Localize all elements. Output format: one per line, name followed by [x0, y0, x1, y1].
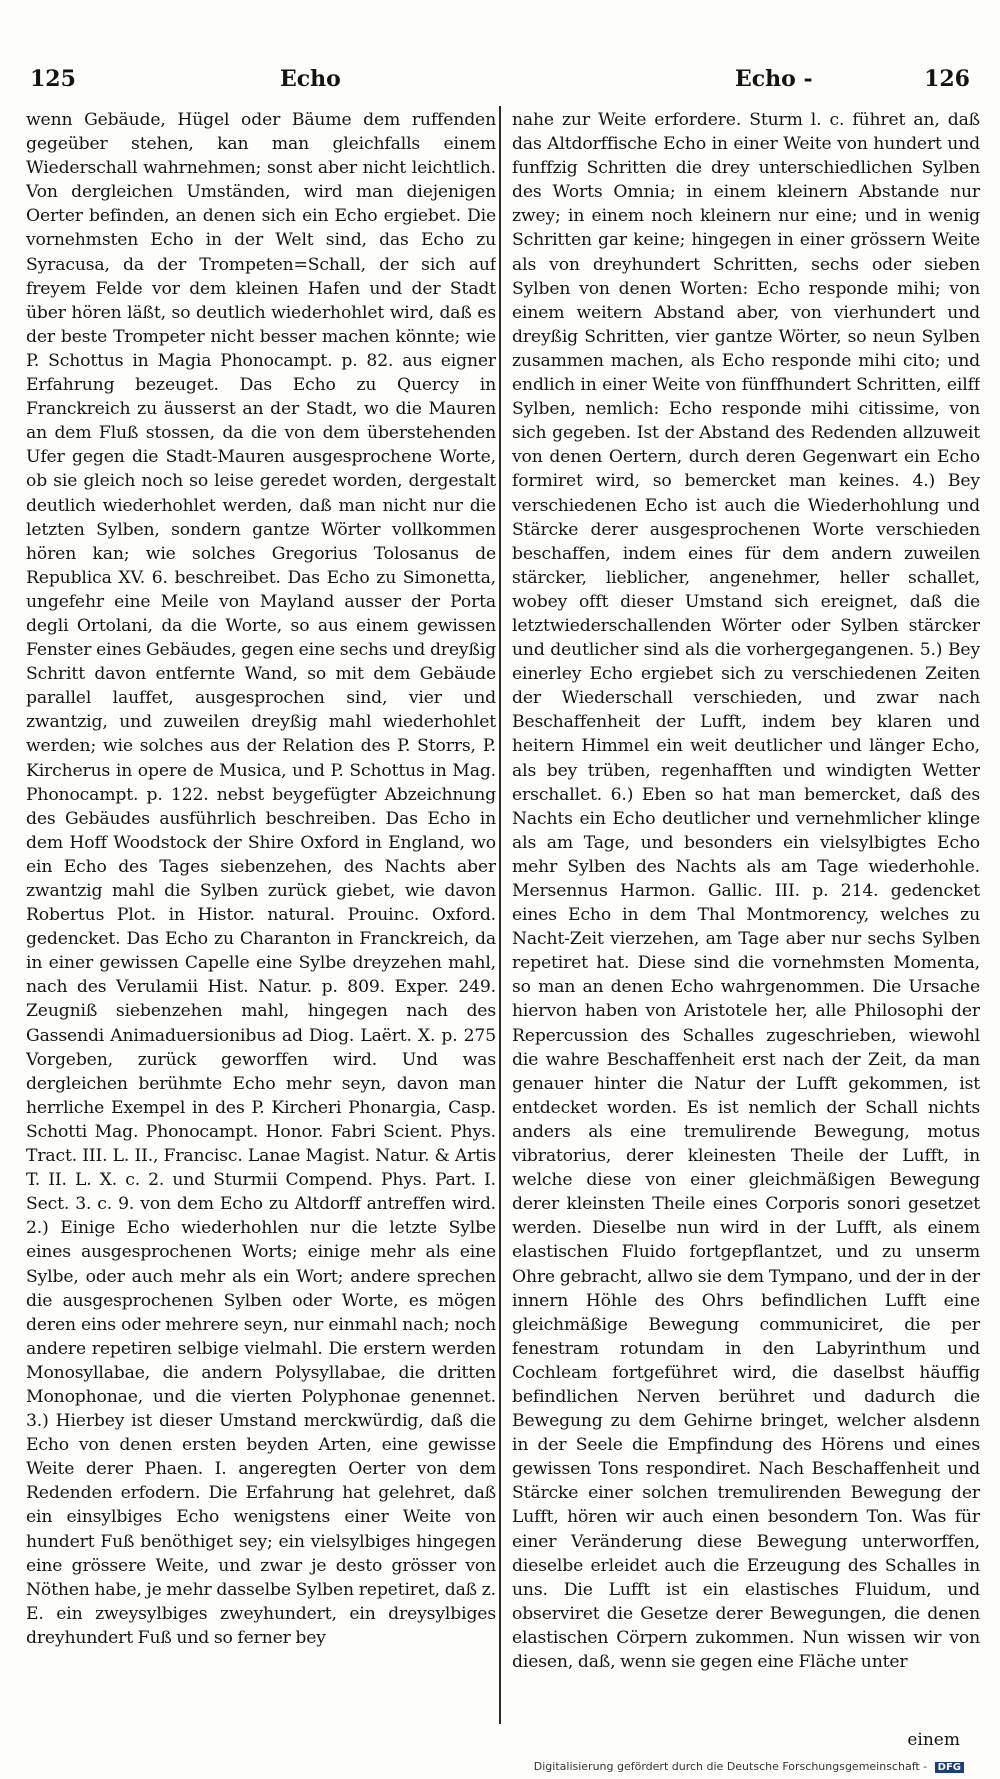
right-column — [512, 108, 980, 1728]
catchword: einem — [907, 1730, 960, 1750]
page-number-right: 126 — [924, 66, 970, 92]
column-divider — [499, 106, 501, 1724]
left-column-text: wenn Gebäude, Hügel oder Bäume dem ruffenden gegeüber stehen, kan man gleichfalls einem Wiederschall wahrnehmen; sonst aber nicht leichtlich. Von dergleichen Umständen, wird man diejenigen Oerter befinden, an denen sich ein Echo ergiebet. Die vornehmsten Echo in der Welt sind, das Echo zu Syracusa, da der Trompeten=Schall, der sich auf freyem Felde vor dem kleinen Hafen und der Stadt über hören läßt, so deutlich wiederhohlet wird, daß es der beste Trompeter nicht besser machen könnte; wie P. Schottus in Magia Phonocampt. p. 82. aus eigner Erfahrung bezeuget. Das Echo zu Quercy in Franckreich zu äusserst an der Stadt, wo die Mauren an dem Fluß stossen, da die von dem überstehenden Ufer gegen die Stadt-Mauren ausgesprochene Worte, ob sie gleich noch so leise geredet worden, dergestalt deutlich wiederhohlet werden, daß man nicht nur die letzten Sylben, sondern gantze Wörter vollkommen hören kan; wie solches Gregorius Tolosanus de Republica XV. 6. beschreibet. Das Echo zu Simonetta, ungefehr eine Meile von Mayland ausser der Porta degli Ortolani, da die Worte, so aus einem gewissen Fenster eines Gebäudes, gegen eine sechs und dreyßig Schritt davon entfernte Wand, so mit dem Gebäude parallel lauffet, ausgesprochen sind, vier und zwantzig, und zuweilen dreyßig mahl wiederhohlet werden; wie solches aus der Relation des P. Storrs, P. Kircherus in opere de Musica, und P. Schottus in Mag. Phonocampt. p. 122. nebst beygefügter Abzeichnung des Gebäudes ausführlich beschreiben. Das Echo in dem Hoff Woodstock der Shire Oxford in England, wo ein Echo des Tages siebenzehen, des Nachts aber zwantzig mahl die Sylben zurück giebet, wie davon Robertus Plot. in Histor. natural. Prouinc. Oxford. gedencket. Das Echo zu Charanton in Franckreich, da in einer gewissen Capelle eine Sylbe dreyzehen mahl, nach des Verulamii Hist. Natur. p. 809. Exper. 249. Zeugniß siebenzehen mahl, hingegen nach des Gassendi Animaduersionibus ad Diog. Laërt. X. p. 275 Vorgeben, zurück geworffen wird. Und was dergleichen berühmte Echo mehr seyn, davon man herrliche Exempel in des P. Kircheri Phonargia, Casp. Schotti Mag. Phonocampt. Honor. Fabri Scient. Phys. Tract. III. L. II., Francisc. Lanae Magist. Natur. & Artis T. II. L. X. c. 2. und Sturmii Compend. Phys. Part. I. Sect. 3. c. 9. von dem Echo zu Altdorff antreffen wird. 2.) Einige Echo wiederhohlen nur die letzte Sylbe eines ausgesprochenen Worts; einige mehr als eine Sylbe, oder auch mehr als ein Wort; andere sprechen die ausgesprochenen Sylben oder Worte, es mögen deren eins oder mehrere seyn, nur einmahl nach; noch andere repetiren selbige vielmahl. Die erstern werden Monosyllabae, die andern Polysyllabae, die dritten Monophonae, und die vierten Polyphonae genennet. 3.) Hierbey ist dieser Umstand merckwürdig, daß die Echo von denen ersten beyden Arten, eine gewisse Weite derer Phaen. I. angeregten Oerter von dem Redenden erfodern. Die Erfahrung hat gelehret, daß ein einsylbiges Echo wenigstens einer Weite von hundert Fuß benöthiget sey; ein vielsylbiges hingegen eine grössere Weite, und zwar je desto grösser von Nöthen habe, je mehr dasselbe Sylben repetiret, daß z. E. ein zweysylbiges zweyhundert, ein dreysylbiges dreyhundert Fuß und so ferner bey — [26, 110, 496, 1648]
page-number-left: 125 — [30, 66, 76, 92]
right-column-text: nahe zur Weite erfordere. Sturm l. c. führet an, daß das Altdorffische Echo in einer Weite von hundert und funffzig Schritten die drey unterschiedlichen Sylben des Worts Omnia; in einem kleinern Abstande nur zwey; in einem noch kleinern nur eine; und in wenig Schritten gar keine; hingegen in einer grössern Weite als von dreyhundert Schritten, sechs oder sieben Sylben von denen Worten: Echo responde mihi; von einem weitern Abstand aber, von vierhundert und dreyßig Schritten, vier gantze Wörter, so neun Sylben zusammen machen, als Echo responde mihi cito; und endlich in einer Weite von fünffhundert Schritten, eilff Sylben, nemlich: Echo responde mihi citissime, von sich gegeben. Ist der Abstand des Redenden allzuweit von denen Oertern, durch deren Gegenwart ein Echo formiret wird, so bemercket man keines. 4.) Bey verschiedenen Echo ist auch die Wiederhohlung und Stärcke derer ausgesprochenen Worte verschieden beschaffen, indem eines für dem andern zuweilen stärcker, lieblicher, angenehmer, heller schallet, wobey offt dieser Umstand sich ereignet, daß die letztwiederschallenden Wörter oder Sylben stärcker und deutlicher sind als die vorhergegangenen. 5.) Bey einerley Echo ergiebet sich zu verschiedenen Zeiten der Wiederschall verschieden, und zwar nach Beschaffenheit der Lufft, indem bey klaren und heitern Himmel ein weit deutlicher und länger Echo, als bey trüben, regenhafften und windigten Wetter erschallet. 6.) Eben so hat man bemercket, daß des Nachts ein Echo deutlicher und vernehmlicher klinge als am Tage, und besonders ein vielsylbigtes Echo mehr Sylben des Nachts als am Tage wiederhohle. Mersennus Harmon. Gallic. III. p. 214. gedencket eines Echo in dem Thal Montmorency, welches zu Nacht-Zeit vierzehen, am Tage aber nur sechs Sylben repetiret hat. Diese sind die vornehmsten Momenta, so man an denen Echo wahrgenommen. Die Ursache hiervon haben von Aristotele her, alle Philosophi der Repercussion des Schalles zugeschrieben, wiewohl die wahre Beschaffenheit erst nach der Zeit, da man genauer hinter die Natur der Lufft gekommen, ist entdecket worden. Es ist nemlich der Schall nichts anders als eine tremulirende Bewegung, motus vibratorius, derer kleinesten Theile der Lufft, in welche diese von einer gleichmäßigen Bewegung derer kleinsten Theile eines Corporis sonori gesetzet werden. Dieselbe nun wird in der Lufft, als einem elastischen Fluido fortgepflantzet, und zu unserm Ohre gebracht, allwo sie dem Tympano, und der in der innern Höhle des Ohrs befindlichen Lufft eine gleichmäßige Bewegung communiciret, die per fenestram rotundam in den Labyrinthum und Cochleam fortgeführet wird, die daselbst häuffig befindlichen Nerven berühret und dadurch die Bewegung zu dem Gehirne bringet, welcher alsdenn in der Seele die Empfindung des Hörens und eines gewissen Tons respondiret. Nach Beschaffenheit und Stärcke einer solchen tremulirenden Bewegung der Lufft, hören wir auch einen besondern Ton. Was für einer Veränderung diese Bewegung unterworffen, dieselbe erleidet auch die Erzeugung des Schalles in uns. Die Lufft ist ein elastisches Fluidum, und observiret die Gesetze derer Bewegungen, die denen elastischen Cörpern zukommen. Nun wissen wir von diesen, daß, wenn sie gegen eine Fläche unter — [512, 110, 980, 1672]
running-header — [30, 66, 970, 106]
left-column — [26, 108, 496, 1728]
digitization-footer — [534, 1760, 964, 1773]
footer-text: Digitalisierung gefördert durch die Deutsche Forschungsgemeinschaft - — [533, 1760, 928, 1773]
dfg-logo: DFG — [935, 1762, 964, 1773]
header-title-right: Echo - — [735, 66, 813, 92]
header-title-left: Echo — [280, 66, 341, 92]
